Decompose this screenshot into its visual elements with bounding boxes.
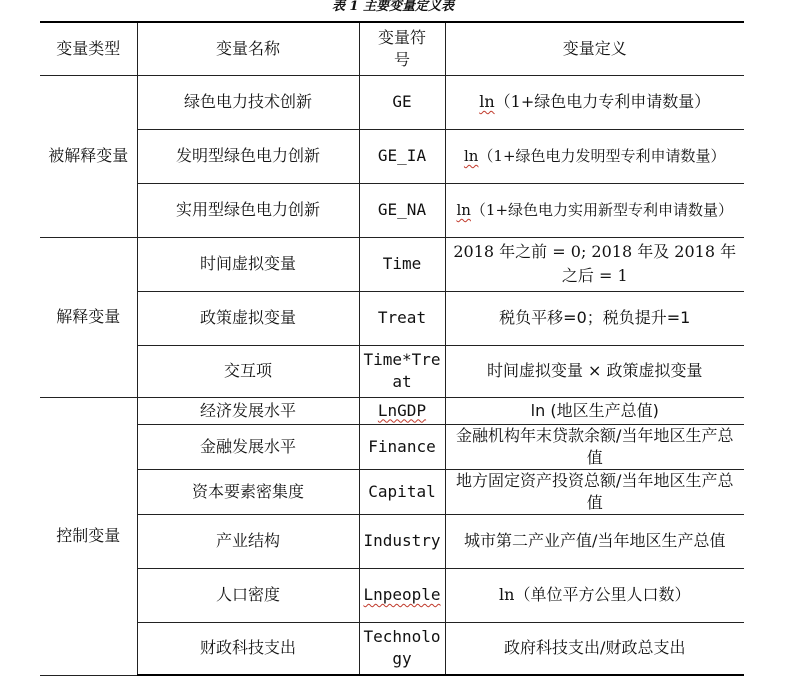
- definition-text: （1+绿色电力专利申请数量）: [494, 92, 711, 111]
- variable-definition: 城市第二产业产值/当年地区生产总值: [445, 514, 744, 568]
- group-control-variable: 控制变量: [40, 397, 137, 675]
- table-row: [40, 514, 744, 568]
- variable-definition: ln (地区生产总值): [445, 397, 744, 424]
- variable-name: 发明型绿色电力创新: [137, 129, 359, 183]
- variable-symbol: LnGDP: [359, 397, 445, 424]
- header-variable-type: 变量类型: [40, 22, 137, 75]
- variable-definition: 地方固定资产投资总额/当年地区生产总值: [445, 469, 744, 514]
- variable-symbol: Capital: [359, 469, 445, 514]
- header-variable-name: 变量名称: [137, 22, 359, 75]
- table-row: [40, 424, 744, 469]
- variable-definition: [445, 129, 744, 183]
- table-row: [40, 345, 744, 397]
- table-row: [40, 469, 744, 514]
- variable-symbol: Industry: [359, 514, 445, 568]
- header-variable-definition: 变量定义: [445, 22, 744, 75]
- variable-symbol: Treat: [359, 291, 445, 345]
- table-row: [40, 129, 744, 183]
- variable-name: 产业结构: [137, 514, 359, 568]
- variable-name: 经济发展水平: [137, 397, 359, 424]
- variable-definition: 税负平移=0；税负提升=1: [445, 291, 744, 345]
- definition-text: （1+绿色电力实用新型专利申请数量）: [470, 201, 734, 219]
- variable-name: 绿色电力技术创新: [137, 75, 359, 129]
- ln-function: ln: [463, 147, 479, 165]
- table-caption: 表 1 主要变量定义表: [331, 0, 455, 14]
- variable-name: 财政科技支出: [137, 622, 359, 675]
- variable-definition: 2018 年之前 = 0; 2018 年及 2018 年之后 = 1: [445, 237, 744, 291]
- ln-function: ln: [456, 201, 471, 219]
- variable-definition: [445, 183, 744, 237]
- variable-name: 政策虚拟变量: [137, 291, 359, 345]
- table-row: [40, 397, 744, 424]
- table-row: [40, 183, 744, 237]
- table-row: [40, 75, 744, 129]
- variable-definition-table: [40, 21, 744, 676]
- variable-name: 实用型绿色电力创新: [137, 183, 359, 237]
- table-row: [40, 622, 744, 675]
- variable-symbol: GE: [359, 75, 445, 129]
- variable-symbol: Time: [359, 237, 445, 291]
- definition-text: （1+绿色电力发明型专利申请数量）: [478, 147, 726, 165]
- variable-symbol: Lnpeople: [359, 568, 445, 622]
- header-variable-symbol: 变量符号: [359, 22, 445, 75]
- variable-symbol: Finance: [359, 424, 445, 469]
- variable-name: 人口密度: [137, 568, 359, 622]
- group-explained-variable: 被解释变量: [40, 75, 137, 237]
- ln-function: ln: [479, 92, 495, 111]
- variable-name: 资本要素密集度: [137, 469, 359, 514]
- table-header-row: [40, 22, 744, 75]
- variable-definition: 政府科技支出/财政总支出: [445, 622, 744, 675]
- variable-definition: [445, 75, 744, 129]
- variable-name: 时间虚拟变量: [137, 237, 359, 291]
- variable-symbol: GE_NA: [359, 183, 445, 237]
- variable-symbol: Technology: [359, 622, 445, 675]
- group-explanatory-variable: 解释变量: [40, 237, 137, 397]
- variable-definition: ln（单位平方公里人口数）: [445, 568, 744, 622]
- variable-name: 交互项: [137, 345, 359, 397]
- table-row: [40, 568, 744, 622]
- table-row: [40, 237, 744, 291]
- variable-definition: 时间虚拟变量 × 政策虚拟变量: [445, 345, 744, 397]
- variable-name: 金融发展水平: [137, 424, 359, 469]
- table-row: [40, 291, 744, 345]
- variable-definition: 金融机构年末贷款余额/当年地区生产总值: [445, 424, 744, 469]
- variable-symbol: GE_IA: [359, 129, 445, 183]
- variable-symbol: Time*Treat: [359, 345, 445, 397]
